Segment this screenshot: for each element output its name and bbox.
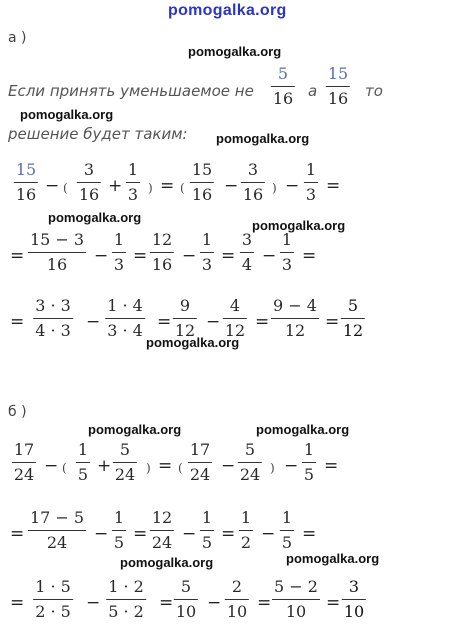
denominator: 5 [281, 533, 293, 552]
watermark: pomogalka.org [88, 422, 182, 437]
b1-fraction [113, 440, 137, 485]
denominator: 10 [175, 602, 197, 621]
numerator: 5 [277, 64, 289, 83]
b2-fraction [200, 508, 214, 553]
numerator: 1 · 5 [35, 577, 71, 596]
numerator: 2 [231, 577, 243, 596]
paren-open: ( [178, 461, 183, 475]
numerator: 1 [77, 440, 89, 459]
denominator: 12 [224, 321, 246, 340]
b2-fraction [28, 508, 86, 553]
intro-text-line2: решение будет таким: [8, 125, 188, 143]
numerator: 1 [305, 160, 317, 179]
denominator: 12 [174, 321, 196, 340]
denominator: 16 [191, 185, 213, 204]
watermark: pomogalka.org [188, 44, 282, 59]
denominator: 3 [281, 255, 293, 274]
numerator: 3 · 3 [35, 296, 71, 315]
a3-fraction [271, 296, 319, 341]
minus-sign: − [262, 246, 277, 266]
equals-sign: = [302, 246, 317, 266]
denominator: 16 [78, 185, 100, 204]
a1-fraction [304, 160, 318, 205]
numerator: 12 [151, 230, 173, 249]
numerator: 17 [13, 440, 35, 459]
paren-close: ) [146, 461, 151, 475]
denominator: 3 [305, 185, 317, 204]
equals-sign: = [157, 312, 172, 332]
watermark: pomogalka.org [20, 107, 114, 122]
minus-sign: − [86, 312, 101, 332]
numerator: 4 [229, 296, 241, 315]
equals-sign: = [326, 593, 341, 613]
numerator: 1 · 2 [108, 577, 144, 596]
minus-sign: − [45, 176, 60, 196]
numerator: 9 − 4 [273, 296, 317, 315]
numerator: 5 [180, 577, 192, 596]
equals-sign: = [133, 524, 148, 544]
watermark: pomogalka.org [256, 422, 350, 437]
denominator: 16 [151, 255, 173, 274]
site-title: pomogalka.org [168, 2, 287, 19]
denominator: 24 [114, 465, 136, 484]
intro-and: а [308, 82, 318, 100]
numerator: 1 [127, 160, 139, 179]
numerator: 9 [179, 296, 191, 315]
fraction-5-16 [271, 64, 295, 109]
numerator: 1 [201, 230, 213, 249]
denominator: 5 [303, 465, 315, 484]
equals-sign: = [221, 524, 236, 544]
denominator: 5 [113, 533, 125, 552]
equals-sign: = [10, 593, 25, 613]
denominator: 16 [242, 185, 264, 204]
denominator: 10 [343, 602, 365, 621]
intro-then: то [365, 82, 383, 100]
equals-sign: = [10, 524, 25, 544]
numerator: 3 [247, 160, 259, 179]
numerator: 1 [240, 508, 252, 527]
watermark: pomogalka.org [286, 551, 380, 566]
equals-sign: = [221, 246, 236, 266]
part-a-label: а ) [8, 30, 27, 46]
b1-fraction [76, 440, 90, 485]
a3-fraction [105, 296, 145, 341]
a2-fraction [200, 230, 214, 275]
denominator: 2 · 5 [35, 602, 71, 621]
minus-sign: − [224, 176, 239, 196]
minus-sign: − [94, 524, 109, 544]
b3-fraction [272, 577, 320, 622]
a3-fraction [33, 296, 73, 341]
minus-sign: − [94, 246, 109, 266]
a3-result-fraction [341, 296, 365, 341]
denominator: 3 [127, 185, 139, 204]
denominator: 12 [342, 321, 364, 340]
a1-fraction [77, 160, 101, 205]
equals-sign: = [324, 456, 339, 476]
denominator: 3 [113, 255, 125, 274]
denominator: 24 [13, 465, 35, 484]
paren-open: ( [62, 461, 67, 475]
minus-sign: − [86, 593, 101, 613]
denominator: 16 [46, 255, 68, 274]
numerator: 1 [303, 440, 315, 459]
denominator: 16 [327, 89, 349, 108]
equals-sign: = [325, 312, 340, 332]
denominator: 16 [15, 185, 37, 204]
numerator: 1 · 4 [107, 296, 143, 315]
numerator: 5 − 2 [274, 577, 318, 596]
minus-sign: − [261, 524, 276, 544]
a2-fraction [240, 230, 254, 275]
denominator: 24 [46, 533, 68, 552]
denominator: 5 · 2 [108, 602, 144, 621]
equals-sign: = [326, 176, 341, 196]
watermark: pomogalka.org [120, 555, 214, 570]
a1-fraction [14, 160, 38, 205]
denominator: 24 [151, 533, 173, 552]
paren-close: ) [270, 461, 275, 475]
fraction-15-16 [326, 64, 350, 109]
paren-close: ) [272, 181, 277, 195]
minus-sign: − [207, 593, 222, 613]
watermark: pomogalka.org [252, 218, 346, 233]
b2-fraction [280, 508, 294, 553]
numerator: 1 [281, 230, 293, 249]
a1-fraction [126, 160, 140, 205]
equals-sign: = [255, 312, 270, 332]
minus-sign: − [221, 456, 236, 476]
denominator: 3 · 4 [107, 321, 143, 340]
paren-open: ( [180, 181, 185, 195]
equals-sign: = [257, 593, 272, 613]
denominator: 5 [77, 465, 89, 484]
denominator: 12 [284, 321, 306, 340]
a2-fraction [280, 230, 294, 275]
denominator: 4 · 3 [35, 321, 71, 340]
numerator: 3 [83, 160, 95, 179]
part-b-label: б ) [8, 404, 27, 420]
numerator: 1 [113, 230, 125, 249]
watermark: pomogalka.org [48, 210, 142, 225]
denominator: 10 [285, 602, 307, 621]
denominator: 16 [272, 89, 294, 108]
denominator: 10 [226, 602, 248, 621]
b2-fraction [150, 508, 174, 553]
equals-sign: = [10, 312, 25, 332]
numerator: 5 [347, 296, 359, 315]
plus-sign: + [108, 176, 123, 196]
numerator: 1 [113, 508, 125, 527]
numerator: 15 [327, 64, 349, 83]
plus-sign: + [97, 456, 112, 476]
denominator: 24 [239, 465, 261, 484]
a2-fraction [28, 230, 86, 275]
a1-fraction [190, 160, 214, 205]
watermark: pomogalka.org [146, 335, 240, 350]
b3-fraction [174, 577, 198, 622]
b3-result-fraction [342, 577, 366, 622]
b2-fraction [112, 508, 126, 553]
paren-close: ) [148, 181, 153, 195]
equals-sign: = [10, 246, 25, 266]
minus-sign: − [182, 524, 197, 544]
minus-sign: − [182, 246, 197, 266]
equals-sign: = [158, 456, 173, 476]
paren-open: ( [63, 181, 68, 195]
b3-fraction [106, 577, 146, 622]
denominator: 2 [240, 533, 252, 552]
watermark: pomogalka.org [216, 131, 310, 146]
minus-sign: − [206, 312, 221, 332]
numerator: 15 − 3 [29, 230, 85, 249]
b1-fraction [12, 440, 36, 485]
b3-fraction [33, 577, 73, 622]
b3-fraction [225, 577, 249, 622]
numerator: 12 [151, 508, 173, 527]
numerator: 1 [201, 508, 213, 527]
minus-sign: − [285, 176, 300, 196]
numerator: 15 [191, 160, 213, 179]
numerator: 3 [241, 230, 253, 249]
a2-fraction [112, 230, 126, 275]
equals-sign: = [159, 593, 174, 613]
minus-sign: − [284, 456, 299, 476]
b1-fraction [188, 440, 212, 485]
minus-sign: − [44, 456, 59, 476]
equals-sign: = [133, 246, 148, 266]
numerator: 1 [281, 508, 293, 527]
numerator: 17 [189, 440, 211, 459]
b1-fraction [302, 440, 316, 485]
equals-sign: = [302, 524, 317, 544]
denominator: 3 [201, 255, 213, 274]
numerator: 15 [15, 160, 37, 179]
b2-fraction [239, 508, 253, 553]
denominator: 4 [241, 255, 253, 274]
a2-fraction [150, 230, 174, 275]
numerator: 5 [119, 440, 131, 459]
numerator: 5 [244, 440, 256, 459]
denominator: 24 [189, 465, 211, 484]
equals-sign: = [160, 176, 175, 196]
a1-fraction [241, 160, 265, 205]
numerator: 3 [348, 577, 360, 596]
b1-fraction [238, 440, 262, 485]
numerator: 17 − 5 [29, 508, 85, 527]
denominator: 5 [201, 533, 213, 552]
intro-text-line1: Если принять уменьшаемое не [8, 82, 254, 100]
